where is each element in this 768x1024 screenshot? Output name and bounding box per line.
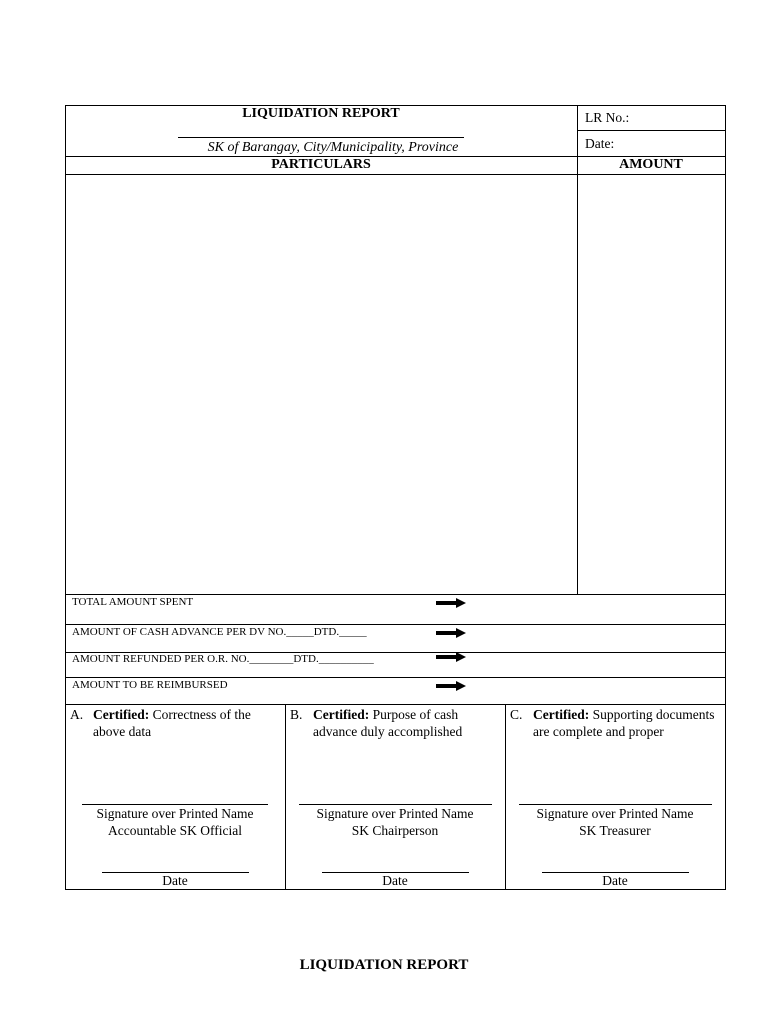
cert-heading: Certified: [93,707,150,722]
date-caption-a: Date [162,873,188,888]
summary-bottom-line [65,704,726,705]
barangay-blank-line [178,137,464,138]
signature-caption-c: Signature over Printed Name [536,806,694,821]
summary-row-divider-3 [65,677,726,678]
signature-caption-b: Signature over Printed Name [316,806,474,821]
certification-c [510,706,722,766]
cert-letter: A. [70,707,84,722]
certification-a [70,706,280,766]
signature-caption-a: Signature over Printed Name [96,806,254,821]
cert-text: Supporting documents are complete and proper [533,707,715,739]
cert-heading: Certified: [533,707,590,722]
footer-title: LIQUIDATION REPORT [299,957,469,973]
cert-letter: B. [290,707,303,722]
cert-divider-2 [505,704,506,890]
report-subtitle: SK of Barangay, City/Municipality, Province [207,140,459,155]
total-amount-spent-label: TOTAL AMOUNT SPENT [72,596,194,608]
arrow-right-icon [436,628,466,638]
amount-reimbursed-label: AMOUNT TO BE REIMBURSED [72,679,228,691]
lr-no-divider [577,130,725,131]
signature-line-b [299,804,492,805]
certification-b [290,706,500,766]
amount-refunded-label: AMOUNT REFUNDED PER O.R. NO.________DTD.__________ [72,653,374,665]
date-label: Date: [585,136,615,151]
date-caption-b: Date [382,873,408,888]
cert-divider-1 [285,704,286,890]
form-right-border [725,105,726,890]
cash-advance-label: AMOUNT OF CASH ADVANCE PER DV NO._____DTD._____ [72,626,367,638]
cert-heading: Certified: [313,707,370,722]
report-title: LIQUIDATION REPORT [242,106,400,121]
particulars-header: PARTICULARS [271,157,371,172]
particulars-entry-area[interactable] [66,175,577,594]
summary-top-line [65,594,726,595]
arrow-right-icon [436,652,466,662]
signature-line-a [82,804,268,805]
arrow-right-icon [436,681,466,691]
summary-row-divider-1 [65,624,726,625]
arrow-right-icon [436,598,466,608]
signatory-role-b: SK Chairperson [351,823,439,838]
cert-letter: C. [510,707,523,722]
amount-entry-area[interactable] [578,175,725,594]
signature-line-c [519,804,712,805]
signatory-role-c: SK Treasurer [579,823,651,838]
cert-text: Correctness of the above data [93,707,251,739]
date-caption-c: Date [602,873,628,888]
form-bottom-border [65,889,726,890]
signatory-role-a: Accountable SK Official [108,823,242,838]
amount-header: AMOUNT [619,157,683,172]
cert-text: Purpose of cash advance duly accomplished [313,707,463,739]
lr-no-label: LR No.: [585,110,630,125]
